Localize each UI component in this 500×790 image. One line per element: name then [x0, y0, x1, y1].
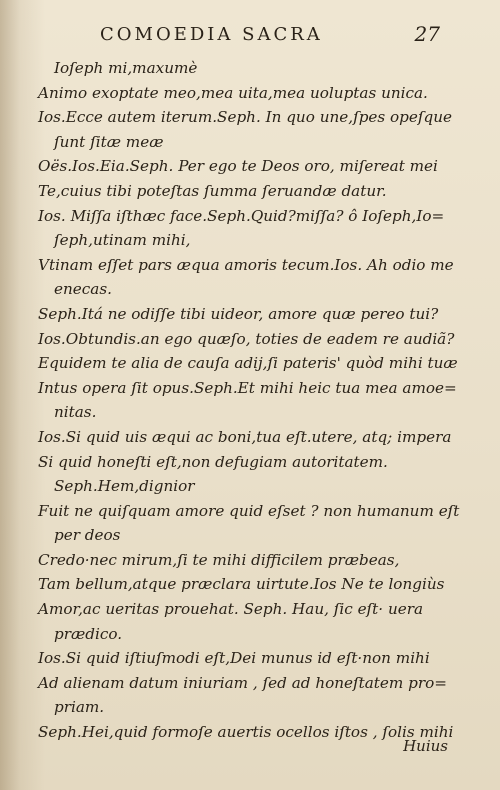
catchword: Huius	[403, 737, 448, 755]
text-line: Ioſeph mi,maxumè	[54, 59, 198, 77]
text-line: Equidem te alia de cauſa adij,ſi pateris' quòd mihi tuæ	[38, 354, 458, 373]
text-line: Si quid honeſti eſt,non defugiam autoritatem.	[38, 452, 388, 471]
text-line: Ios.Ecce autem iterum.Seph. In quo une,ſpes opeſque	[38, 108, 452, 127]
text-line: Intus opera ſit opus.Seph.Et mihi heic tua mea amoe=	[38, 378, 457, 397]
text-line: Vtinam eſſet pars æqua amoris tecum.Ios. Ah odio me	[38, 255, 454, 274]
text-line: Oës.Ios.Eia.Seph. Per ego te Deos oro, miſereat mei	[38, 157, 438, 176]
text-line: nitas.	[54, 403, 97, 422]
text-line: Ios. Miſſa iſthæc face.Seph.Quid?miſſa? ô Ioſeph,Io=	[38, 206, 445, 225]
text-line: per deos	[54, 526, 121, 545]
text-line: Seph.Hem,dignior	[54, 477, 195, 496]
text-line: Ad alienam datum iniuriam , ſed ad honeſtatem pro=	[38, 673, 447, 692]
text-block	[34, 56, 466, 745]
text-line: Credo·nec mirum,ſi te mihi difficilem præbeas,	[38, 550, 400, 569]
text-line: Te,cuius tibi poteſtas ſumma ſeruandæ datur.	[38, 181, 387, 200]
text-line: Ios.Si quid uis æqui ac boni,tua eſt.utere, atq; impera	[38, 427, 452, 446]
text-line: Ios.Si quid iſtiuſmodi eſt,Dei munus id eſt·non mihi	[38, 649, 430, 668]
text-line: Fuit ne quiſquam amore quid eſset ? non humanum eſt	[38, 501, 460, 520]
text-line: prædico.	[54, 624, 123, 643]
page-number: 27	[414, 22, 440, 46]
text-line: Seph.Hei,quid formoſe auertis ocellos iſtos , ſolis mihi	[38, 723, 454, 742]
text-line: ſeph,utinam mihi,	[54, 231, 191, 250]
text-line: Amor,ac ueritas prouehat. Seph. Hau, ſic eſt· uera	[38, 600, 424, 619]
text-line: Tam bellum,atque præclara uirtute.Ios Ne te longiùs	[38, 575, 445, 594]
text-line: Seph.Itá ne odiſſe tibi uideor, amore quæ pereo tui?	[38, 304, 439, 323]
text-line: Ios.Obtundis.an ego quæſo, toties de eadem re audiã?	[38, 329, 455, 348]
text-line: ſunt ſitæ meæ	[54, 132, 164, 151]
running-title: COMOEDIA SACRA	[100, 24, 323, 45]
text-line: Animo exoptate meo,mea uita,mea uoluptas unica.	[38, 83, 428, 102]
text-line: enecas.	[54, 280, 112, 299]
text-line: priam.	[54, 698, 105, 717]
